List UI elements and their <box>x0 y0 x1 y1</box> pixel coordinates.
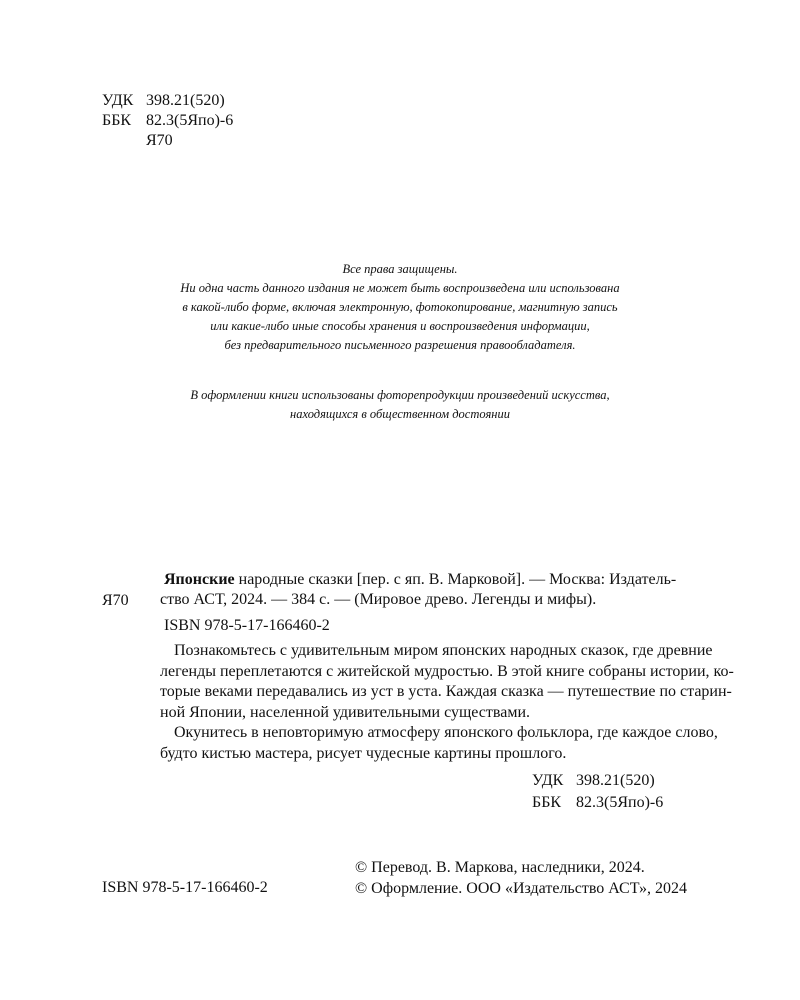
author-mark-row <box>102 131 233 151</box>
copyright-block <box>355 857 687 899</box>
catalog-line-1-rest: народные сказки [пер. с яп. В. Марковой]. — Москва: Издатель- <box>234 571 677 588</box>
annotation-line: торые веками передавались из уст в уста. Каждая сказка — путешествие по старин- <box>160 683 732 700</box>
illustrations-line: В оформлении книги использованы фоторепродукции произведений искусства, <box>190 388 610 402</box>
rights-line: Ни одна часть данного издания не может быть воспроизведена или использована <box>180 281 620 295</box>
illustrations-notice <box>100 386 700 424</box>
udk-label: УДК <box>102 92 134 109</box>
rights-line: или какие-либо иные способы хранения и воспроизведения информации, <box>210 319 590 333</box>
footer-isbn: ISBN 978-5-17-166460-2 <box>102 879 268 896</box>
catalog-isbn: ISBN 978-5-17-166460-2 <box>164 617 330 634</box>
annotation-line: легенды переплетаются с житейской мудростью. В этой книге собраны истории, ко- <box>160 662 734 680</box>
copyright-design: © Оформление. ООО «Издательство АСТ», 2024 <box>355 880 688 897</box>
top-classification-codes <box>102 91 233 151</box>
annotation-line: ной Японии, населенной удивительными существами. <box>160 703 531 721</box>
rights-notice <box>100 260 700 355</box>
catalog-title-bold: Японские <box>164 571 235 588</box>
udk-row <box>102 91 233 111</box>
catalog-line-1 <box>160 570 677 590</box>
footer-udk-value: 398.21(520) <box>576 772 655 789</box>
footer-udk-row <box>532 770 663 792</box>
footer-bbk-row <box>532 792 663 814</box>
rights-line: Все права защищены. <box>342 262 458 276</box>
catalog-author-mark: Я70 <box>102 592 129 609</box>
annotation-line: Познакомьтесь с удивительным миром японских народных сказок, где древние <box>174 642 713 659</box>
footer-udk-label: УДК <box>532 772 564 789</box>
bbk-row <box>102 111 233 131</box>
annotation-line: Окунитесь в неповторимую атмосферу японского фольклора, где каждое слово, <box>174 724 718 741</box>
rights-line: без предварительного письменного разрешения правообладателя. <box>224 338 576 352</box>
bbk-label: ББК <box>102 112 132 129</box>
author-mark: Я70 <box>146 132 173 149</box>
bbk-value: 82.3(5Япо)-6 <box>146 112 234 129</box>
annotation <box>160 641 734 764</box>
catalog-line-2: ство АСТ, 2024. — 384 с. — (Мировое древо. Легенды и мифы). <box>160 591 597 608</box>
rights-line: в какой-либо форме, включая электронную, фотокопирование, магнитную запись <box>182 300 618 314</box>
illustrations-line: находящихся в общественном достоянии <box>290 407 510 421</box>
footer-bbk-value: 82.3(5Япо)-6 <box>576 794 664 811</box>
bottom-classification-codes <box>532 770 663 814</box>
footer-bbk-label: ББК <box>532 794 562 811</box>
catalog-entry <box>160 570 677 636</box>
copyright-translation: © Перевод. В. Маркова, наследники, 2024. <box>355 859 645 876</box>
annotation-line: будто кистью мастера, рисует чудесные картины прошлого. <box>160 744 567 762</box>
udk-value: 398.21(520) <box>146 92 225 109</box>
